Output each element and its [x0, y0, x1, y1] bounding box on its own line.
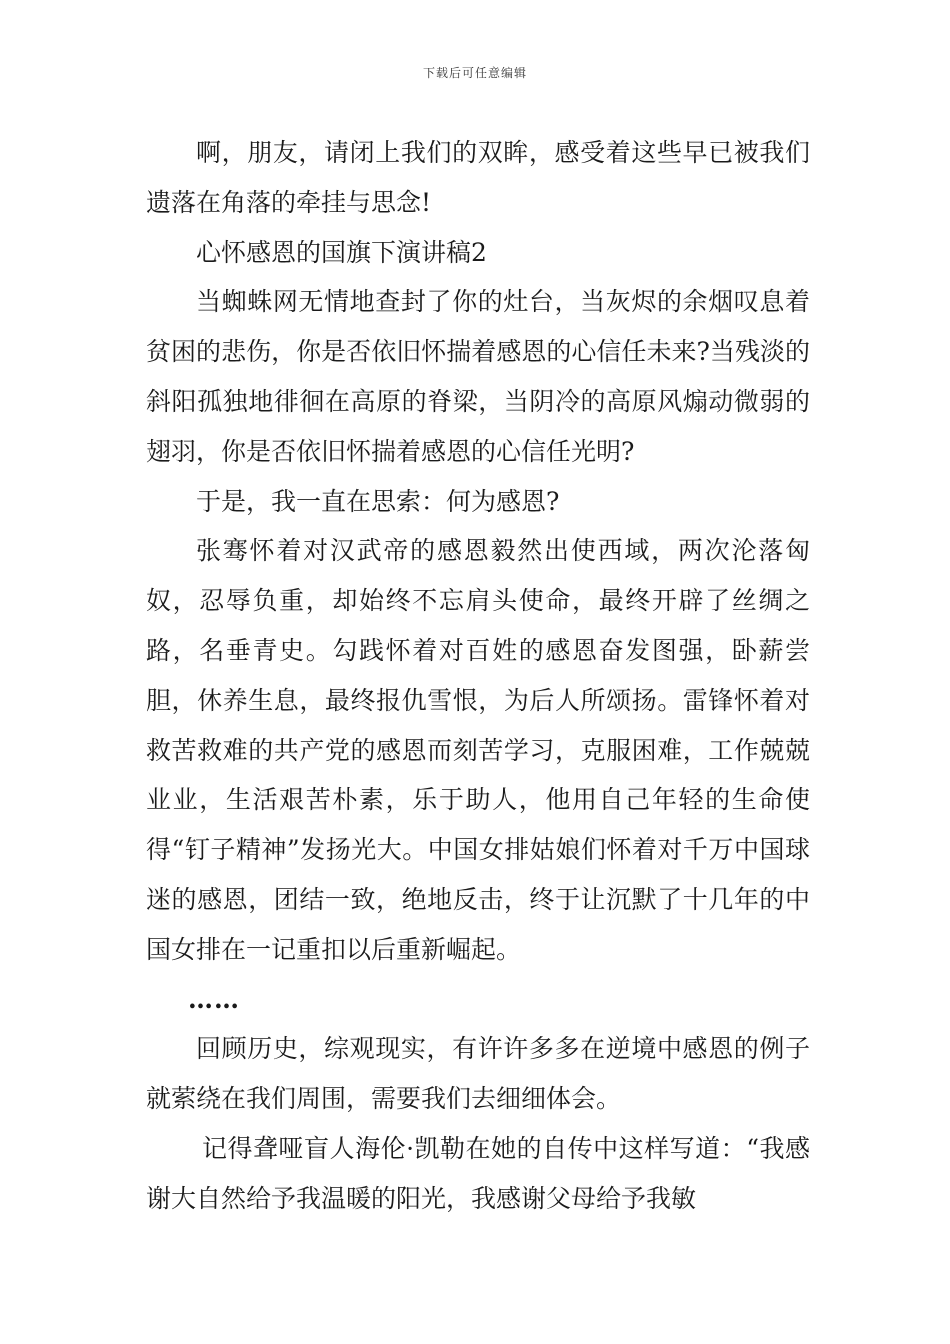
paragraph-reflection: 回顾历史，综观现实，有许许多多在逆境中感恩的例子就萦绕在我们周围，需要我们去细细体会。: [146, 1034, 810, 1114]
paragraph-historical-examples: 张骞怀着对汉武帝的感恩毅然出使西域，两次沦落匈奴，忍辱负重，却始终不忘肩头使命，最终开辟了丝绸之路，名垂青史。勾践怀着对百姓的感恩奋发图强，卧薪尝胆，休养生息，最终报仇雪恨，为后人所颂扬。雷锋怀着对救苦救难的共产党的感恩而刻苦学习，克服困难，工作兢兢业业，生活艰苦朴素，乐于助人，他用自己年轻的生命使得“钉子精神”发扬光大。中国女排姑娘们怀着对千万中国球迷的感恩，团结一致，绝地反击，终于让沉默了十几年的中国女排在一记重扣以后重新崛起。: [146, 536, 810, 964]
paragraph-opening-questions: 当蜘蛛网无情地查封了你的灶台，当灰烬的余烟叹息着贫困的悲伤，你是否依旧怀揣着感恩的心信任未来?当残淡的斜阳孤独地徘徊在高原的脊梁，当阴冷的高原风煽动微弱的翅羽，你是否依旧怀揣着感恩的心信任光明?: [146, 287, 810, 466]
paragraph-helen-keller-quote: 记得聋哑盲人海伦·凯勒在她的自传中这样写道：“我感谢大自然给予我温暖的阳光，我感谢父母给予我敏: [146, 1133, 810, 1213]
paragraph-question: 于是，我一直在思索：何为感恩?: [196, 486, 560, 516]
paragraph-closing-line: 啊，朋友，请闭上我们的双眸，感受着这些早已被我们遗落在角落的牵挂与思念!: [146, 138, 810, 217]
page-header-note: 下载后可任意编辑: [422, 66, 527, 80]
ellipsis-line: ……: [188, 984, 240, 1014]
document-body: [146, 128, 810, 1224]
section-title: 心怀感恩的国旗下演讲稿2: [196, 237, 487, 267]
